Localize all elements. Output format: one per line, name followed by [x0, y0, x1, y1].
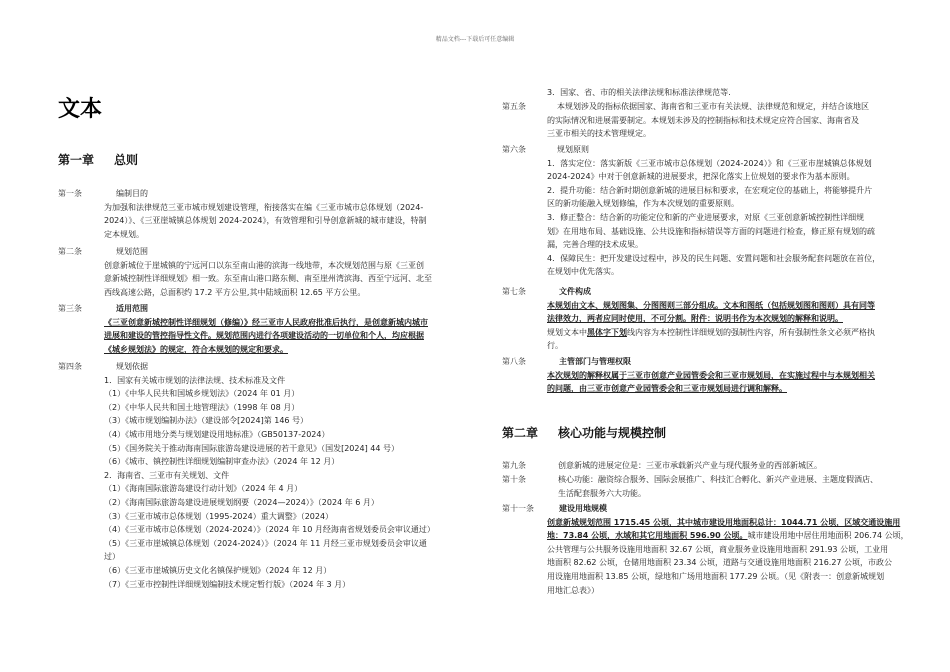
article-7-label: 第七条: [502, 287, 526, 296]
article-11: [547, 502, 909, 597]
article-11-label: 第十一条: [502, 504, 534, 513]
header-note: 精品文档---下载后可任意编辑: [435, 36, 515, 43]
paragraph-line: 创意新城的进展定位是：三亚市承载新兴产业与现代服务业的西部新城区。: [558, 461, 822, 470]
article-heading: 主管部门与管理权限: [559, 357, 631, 366]
text-run: 线内容为本控制性详细规划的强制性内容，所有强制性条文必须严格执: [627, 327, 875, 337]
article-1: [104, 187, 427, 241]
basis-item: 3．国家、省、市的相关法律法规和标准法律规范等.: [547, 88, 731, 97]
chapter-2-heading: [502, 424, 666, 441]
basis-item: （4）《三亚市城市总体规划（2024-2024）》（2024 年 10 月经海南省规划委员会审议通过）: [104, 525, 435, 535]
article-9: [558, 459, 822, 473]
principle-line: 3．修正整合：结合新的功能定位和新的产业进展要求，对原《三亚创意新城控制性详细规: [547, 212, 865, 222]
article-heading: 文件构成: [559, 287, 591, 296]
article-heading: 编制目的: [116, 189, 148, 198]
article-8-label: 第八条: [502, 357, 526, 366]
mandatory-line: 创意新城规划范围 1715.45 公顷，其中城市建设用地面积总计：1044.71 公顷，区域交通设施用: [547, 517, 901, 527]
basis-item: 1．国家有关城市规划的法律法规、技术标准及文件: [104, 375, 286, 385]
basis-item: （5）《国务院关于推动海南国际旅游岛建设进展的若干意见》（国发[2024] 44 号）: [104, 443, 399, 453]
principle-line: 2024-2024》中对于创意新城的进展要求，把深化落实上位规划的要求作为基本原则。: [547, 172, 855, 182]
article-4: [104, 360, 435, 591]
basis-item: （2）《中华人民共和国土地管理法》（1998 年 08 月）: [104, 402, 300, 412]
principle-line: 漏，完善合理的技术成果。: [547, 240, 643, 250]
mandatory-line: 的问题，由三亚市创意产业园管委会和三亚市规划局进行调和解释。: [547, 384, 787, 394]
mandatory-line: 本次规划的解释权属于三亚市创意产业园管委会和三亚市规划局，在实施过程中与本规划相关: [547, 370, 875, 380]
article-8: [547, 355, 875, 396]
basis-item: 2．海南省、三亚市有关规划、文件: [104, 470, 230, 480]
article-heading: 规划范围: [116, 247, 148, 256]
basis-item: （2）《海南国际旅游岛建设进展规划纲要（2024—2024）》（2024 年 6 月）: [104, 497, 379, 507]
article-10: [558, 473, 878, 500]
basis-item: （6）《三亚市崖城镇历史文化名镇保护规划》（2024 年 12 月）: [104, 565, 332, 575]
mandatory-line: 《城乡规划法》的规定，符合本规划的规定和要求。: [104, 344, 288, 354]
paragraph-line: 用设施用地面积 13.85 公顷，绿地和广场用地面积 177.29 公顷。（见《附表一：创意新城规划: [547, 571, 885, 581]
basis-item: （1）《中华人民共和国城乡规划法》（2024 年 01 月）: [104, 389, 300, 399]
paragraph-line: 三亚市相关的技术管理规定。: [547, 129, 651, 139]
mandatory-line: 法律效力，两者应同时使用，不可分割。附件：说明书作为本次规划的解释和说明。: [547, 314, 843, 324]
paragraph-line: 2024）》、《三亚崖城镇总体规划 2024-2024》，有效管理和引导创意新城的城市建设，特制: [104, 216, 427, 226]
basis-item: （3）《三亚市城市总体规划（1995-2024）重大调整》（2024）: [104, 511, 334, 521]
mandatory-line: 《三亚创意新城控制性详细规划（修编）》经三亚市人民政府批准后执行，是创意新城内城市: [104, 317, 428, 327]
article-9-label: 第九条: [502, 461, 526, 470]
article-3: [104, 302, 428, 356]
basis-item: （1）《海南国际旅游岛建设行动计划》（2024 年 4 月）: [104, 484, 303, 494]
text-run: 规划文本中: [547, 327, 587, 337]
basis-item: （6）《城市、镇控制性详细规划编制审查办法》（2024 年 12 月）: [104, 457, 340, 467]
paragraph-line: [547, 529, 909, 543]
paragraph-line: 西线高速公路，总面积约 17.2 平方公里,其中陆域面积 12.65 平方公里。: [104, 287, 366, 297]
article-10-label: 第十条: [502, 475, 526, 484]
paragraph-line: 的实际情况和进展需要制定。本规划未涉及的控制指标和技术规定应符合国家、海南省及: [547, 115, 859, 125]
article-6-label: 第六条: [502, 145, 526, 154]
article-3-label: 第三条: [58, 304, 82, 313]
article-7: [547, 285, 875, 353]
paragraph-line: 定本规划。: [104, 229, 144, 239]
article-5-label: 第五条: [502, 102, 526, 111]
paragraph-line: 创意新城位于崖城镇的宁远河口以东至南山港的滨海一线地带，本次规划范围与原《三亚创: [104, 260, 424, 270]
principle-line: 在规划中优先落实。: [547, 267, 619, 277]
mandatory-line: 进展和建设的管控指导性文件。规划范围内进行各项建设活动的一切单位和个人，均应根据: [104, 331, 424, 341]
document-title: 文本: [58, 96, 103, 122]
basis-item: （5）《三亚市崖城镇总体规划（2024-2024）》（2024 年 11 月经三亚市规划委员会审议通: [104, 538, 427, 548]
chapter-1-heading: [58, 151, 138, 168]
paragraph-line: 行。: [547, 341, 563, 351]
principle-line: 2．提升功能：结合新时期创意新城的进展目标和要求，在宏观定位的基础上，将能够提升片: [547, 185, 873, 195]
paragraph-line: 生活配套服务六大功能。: [558, 488, 646, 498]
text-run-bold: 黑体字下划: [587, 327, 627, 337]
article-heading: 适用范围: [116, 304, 148, 313]
article-2-label: 第二条: [58, 247, 82, 256]
paragraph-line: 为加强和法律规范三亚市城市规划建设管理，衔接落实在编《三亚市城市总体规划（2024-: [104, 202, 424, 212]
basis-item: （7）《三亚市控制性详细规划编制技术规定暂行版》（2024 年 3 月）: [104, 579, 351, 589]
paragraph-line: 用地汇总表》）: [547, 585, 599, 595]
article-1-label: 第一条: [58, 189, 82, 198]
article-6: [547, 143, 880, 279]
principle-line: 4．保障民生：把开发建设过程中，涉及的民生问题、安置问题和社会服务配套问题放在首位，: [547, 253, 881, 263]
text-run: 城市建设用地中居住用地面积 206.74 公顷，: [747, 531, 909, 541]
paragraph-line: 公共管理与公共服务设施用地面积 32.67 公顷，商业服务业设施用地面积 291.93 公顷，工业用: [547, 544, 889, 554]
principle-line: 划》在用地布局、基础设施、公共设施和指标错误等方面的问题进行检查，修正原有规划的疏: [547, 226, 875, 236]
paragraph-line: 核心功能：融资综合服务、国际会展推广、科技汇合孵化、新兴产业进展、主题度假酒店、: [558, 475, 878, 484]
article-2: [104, 245, 432, 299]
chapter-number: 第一章: [58, 153, 95, 167]
chapter-title: 总则: [114, 153, 139, 167]
article-heading: 规划依据: [116, 362, 148, 371]
article-4-continued: [547, 86, 731, 100]
article-5: [547, 100, 869, 141]
article-heading: 建设用地规模: [559, 504, 607, 513]
article-heading: 规划原则: [557, 145, 589, 154]
paragraph-line: 意新城控制性详细规划》相一致。东至南山港口路东侧、南至崖州湾滨海、西至宁远河、北至: [104, 274, 432, 284]
chapter-number: 第二章: [502, 426, 539, 440]
mandatory-line: 本规划由文本、规划图集、分图图则三部分组成。文本和图纸（包括规划图和图则）具有同等: [547, 300, 875, 310]
basis-item: 过）: [104, 552, 120, 562]
text-run-bold: 地：73.84 公顷，水域和其它用地面积 596.90 公顷。: [547, 531, 748, 541]
paragraph-line: 本规划涉及的指标依据国家、海南省和三亚市有关法规、法律规范和规定，并结合该地区: [557, 102, 869, 111]
principle-line: 1．落实定位：落实新版《三亚市城市总体规划（2024-2024）》和《三亚市崖城镇总体规划: [547, 158, 872, 168]
chapter-title: 核心功能与规模控制: [558, 426, 667, 440]
basis-item: （4）《城市用地分类与规划建设用地标准》（GB50137-2024）: [104, 429, 330, 439]
basis-item: （3）《城市规划编制办法》（建设部令[2024]第 146 号）: [104, 416, 309, 426]
article-4-label: 第四条: [58, 362, 82, 371]
principle-line: 区的新功能融入规划修编，作为本次规划的重要原则。: [547, 199, 739, 209]
paragraph-line: [547, 326, 875, 340]
paragraph-line: 地面积 82.62 公顷，仓储用地面积 23.34 公顷，道路与交通设施用地面积 216.27 公顷，市政公: [547, 558, 893, 568]
